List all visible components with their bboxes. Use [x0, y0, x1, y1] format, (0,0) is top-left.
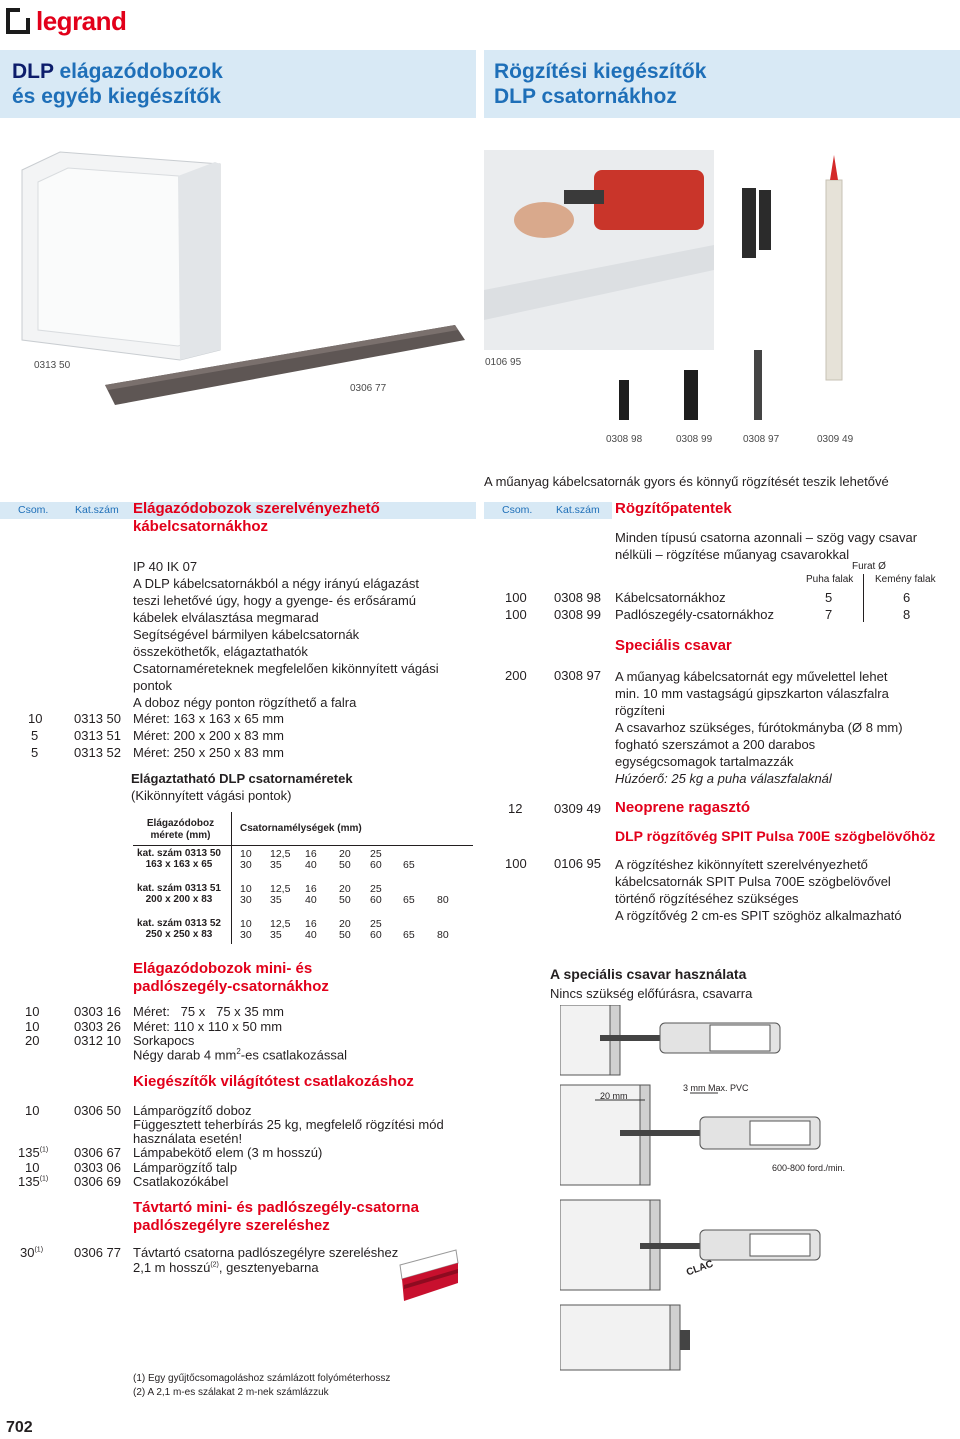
rsec5-title: A speciális csavar használata — [550, 966, 747, 982]
row-qty: 10 — [25, 1103, 40, 1118]
section4-title — [133, 1199, 473, 1235]
junction-box-image — [20, 150, 480, 410]
text-sup: (2) — [210, 1261, 219, 1269]
desc-line: rögzíteni — [615, 703, 665, 718]
dim-box-label: kat. szám 0313 51 — [137, 883, 221, 894]
dim-depth-cell: 16 — [305, 918, 317, 930]
row-cat: 0306 50 — [74, 1103, 121, 1118]
desc-line: A műanyag kábelcsatornát egy művelettel lehet — [615, 669, 888, 684]
desc-line: kábelcsatornák SPIT Pulsa 700E szögbelövővel — [615, 874, 891, 889]
row-qty: 10 — [25, 1160, 40, 1175]
row-cat: 0306 69 — [74, 1174, 121, 1189]
left-title-banner — [0, 50, 476, 118]
rsec3-title: Neoprene ragasztó — [615, 799, 751, 816]
row-cat: 0313 51 — [74, 728, 121, 743]
row-cat: 0303 06 — [74, 1160, 121, 1175]
logo-mark-icon — [6, 8, 30, 34]
desc-line: történő rögzítéséhez szükséges — [615, 891, 799, 906]
footnote-2: (2) A 2,1 m-es szálakat 2 m-nek számlázzuk — [133, 1387, 329, 1398]
row-text: Sorkapocs — [133, 1033, 195, 1048]
left-title-rest: elágazódobozok — [53, 60, 223, 83]
desc-line: A csavarhoz szükséges, fúrótokmányba (Ø 8 mm) — [615, 720, 903, 735]
row-qty: 5 — [31, 728, 39, 743]
dim-depth-cell: 35 — [270, 859, 282, 871]
label-rpm: 600-800 ford./min. — [772, 1163, 846, 1173]
row-qty: 5 — [31, 745, 39, 760]
row-text: Méret: 163 x 163 x 65 mm — [133, 711, 285, 726]
dim-depth-cell: 25 — [370, 848, 382, 860]
label-3mm: 3 mm Max. PVC — [683, 1083, 749, 1093]
fixing-caption-3: 0308 97 — [743, 434, 780, 445]
section1-title — [133, 500, 473, 536]
row-cat: 0303 16 — [74, 1004, 121, 1019]
ip-rating: IP 40 IK 07 — [133, 559, 198, 574]
furat-divider — [863, 574, 864, 622]
right-table-header — [484, 502, 612, 519]
section2-title — [133, 960, 473, 996]
dim-depth-cell: 60 — [370, 859, 382, 871]
desc-line: A rögzítéshez kikönnyített szerelvényezhető — [615, 857, 868, 872]
dim-depth-cell: 80 — [437, 894, 449, 906]
rsec2-title: Speciális csavar — [615, 637, 732, 654]
dim-depth-cell: 60 — [370, 929, 382, 941]
desc-line: összeköthetők, elágaztathatók — [133, 644, 308, 659]
section1-desc — [133, 558, 473, 711]
furat-label: Furat Ø — [852, 561, 886, 572]
row-qty: 10 — [25, 1004, 40, 1019]
dim-depth-cell: 65 — [403, 929, 415, 941]
row-text: Távtartó csatorna padlószegélyre szereléshez — [133, 1245, 399, 1260]
dim-depth-cell: 10 — [240, 848, 252, 860]
section4-title-line-2: padlószegélyre szereléshez — [133, 1217, 330, 1234]
row-soft: 5 — [825, 590, 833, 605]
row-text: Függesztett teherbírás 25 kg, megfelelő rögzítési mód — [133, 1117, 444, 1132]
note-part: -es csatlakozással — [240, 1047, 347, 1063]
row-cat: 0306 77 — [74, 1245, 121, 1260]
dim-depth-cell: 65 — [403, 859, 415, 871]
desc-line: Segítségével bármilyen kábelcsatornák — [133, 627, 360, 642]
rsec1-desc-1: Minden típusú csatorna azonnali – szög vagy csavar — [615, 530, 918, 545]
legrand-logo — [6, 6, 128, 36]
dim-depth-cell: 20 — [339, 848, 351, 860]
desc-line: A doboz négy ponton rögzíthető a falra — [133, 695, 357, 710]
text-part: 2,1 m hosszú — [133, 1260, 211, 1275]
note-sup: 2 — [236, 1047, 241, 1056]
fixing-caption-2: 0308 99 — [676, 434, 713, 445]
row-text: Lámparögzítő talp — [133, 1160, 238, 1175]
row-text: Lámparögzítő doboz — [133, 1103, 252, 1118]
dim-depth-cell: 30 — [240, 894, 252, 906]
desc-line: egységcsomagok tartalmazzák — [615, 754, 794, 769]
row-qty: 100 — [505, 856, 527, 871]
row-qty — [20, 1245, 43, 1260]
dim-depth-cell: 25 — [370, 883, 382, 895]
row-cat: 0313 50 — [74, 711, 121, 726]
row-cat: 0308 99 — [554, 607, 601, 622]
dim-box-label: kat. szám 0313 52 — [137, 918, 221, 929]
box-caption: 0313 50 — [34, 360, 71, 371]
dim-box-size: 163 x 163 x 65 — [145, 859, 213, 870]
desc-line: min. 10 mm vastagságú gipszkarton válaszfalra — [615, 686, 889, 701]
left-title-dlp: DLP — [12, 60, 54, 83]
note-part: Négy darab 4 mm — [133, 1047, 237, 1063]
footnote-1: (1) Egy gyűjtőcsomagoláshoz számlázott folyóméterhossz — [133, 1373, 391, 1384]
dim-depth-cell: 80 — [437, 929, 449, 941]
dim-table-rule — [133, 845, 473, 846]
desc-line: Húzóerő: 25 kg a puha válaszfalaknál — [615, 771, 832, 786]
dim-depth-cell: 50 — [339, 929, 351, 941]
dim-depth-cell: 12,5 — [270, 918, 291, 930]
dim-box-label: kat. szám 0313 50 — [137, 848, 221, 859]
row-cat: 0308 97 — [554, 668, 601, 683]
dim-depth-cell: 40 — [305, 859, 317, 871]
row-text: Méret: 250 x 250 x 83 mm — [133, 745, 285, 760]
qty-value: 30 — [20, 1245, 35, 1260]
left-title-line-2: és egyéb kiegészítők — [12, 85, 221, 108]
row-cat: 0313 52 — [74, 745, 121, 760]
section3-title: Kiegészítők világítótest csatlakozáshoz — [133, 1073, 414, 1090]
dim-depth-cell: 12,5 — [270, 848, 291, 860]
row-text-2 — [133, 1260, 319, 1275]
row-text: Padlószegély-csatornákhoz — [615, 607, 774, 622]
dim-depth-cell: 30 — [240, 859, 252, 871]
dim-depth-cell: 20 — [339, 918, 351, 930]
fixings-image — [484, 150, 954, 425]
desc-line: kábelek elválasztása megmarad — [133, 610, 319, 625]
gun-caption: 0106 95 — [485, 357, 522, 368]
rsec2-desc — [615, 668, 955, 787]
rsec1-title: Rögzítőpatentek — [615, 500, 732, 517]
desc-line: A DLP kábelcsatornákból a négy irányú elágazást — [133, 576, 419, 591]
rsec1-desc-2: nélküli – rögzítése műanyag csavarokkal — [615, 547, 850, 562]
row-text: használata esetén! — [133, 1131, 243, 1146]
right-intro: A műanyag kábelcsatornák gyors és könnyű rögzítését teszik lehetővé — [484, 474, 889, 489]
dim-box-size: 200 x 200 x 83 — [145, 894, 213, 905]
row-qty: 135$^{(1)}$ — [18, 1145, 49, 1160]
rsec5-sub: Nincs szükség előfúrásra, csavarra — [550, 986, 753, 1001]
right-title-line-1: Rögzítési kiegészítők — [494, 60, 707, 83]
fixing-caption-1: 0308 98 — [606, 434, 643, 445]
text-part: , gesztenyebarna — [218, 1260, 319, 1275]
desc-line: fogható szerszámot a 200 darabos — [615, 737, 816, 752]
row-qty: 100 — [505, 590, 527, 605]
section1-title-line-1: Elágazódobozok szerelvényezhető — [133, 500, 380, 517]
dim-depth-cell: 65 — [403, 894, 415, 906]
section4-title-line-1: Távtartó mini- és padlószegély-csatorna — [133, 1199, 419, 1216]
dim-depth-cell: 35 — [270, 929, 282, 941]
cat-header-right: Kat.szám — [556, 504, 600, 516]
dim-depth-cell: 10 — [240, 883, 252, 895]
dim-depth-cell: 16 — [305, 848, 317, 860]
row-hard: 6 — [903, 590, 911, 605]
dim-depth-cell: 12,5 — [270, 883, 291, 895]
label-20mm: 20 mm — [600, 1091, 628, 1101]
section2-title-line-2: padlószegély-csatornákhoz — [133, 978, 329, 995]
dlp-sizes-title: Elágaztatható DLP csatornaméretek — [131, 771, 353, 786]
screw-usage-diagram — [560, 1005, 860, 1375]
left-title-line-1 — [12, 59, 464, 84]
dlp-sizes-note: (Kikönnyített vágási pontok) — [131, 788, 292, 803]
connection-note — [133, 1047, 347, 1062]
right-title-banner — [484, 50, 960, 118]
cat-header: Kat.szám — [75, 504, 119, 516]
desc-line: teszi lehetővé úgy, hogy a gyenge- és erősáramú — [133, 593, 417, 608]
dim-header-box-1: Elágazódoboz — [146, 818, 215, 829]
dim-depth-cell: 40 — [305, 929, 317, 941]
row-cat: 0308 98 — [554, 590, 601, 605]
dim-depth-cell: 35 — [270, 894, 282, 906]
dim-depth-cell: 30 — [240, 929, 252, 941]
row-text: Kábelcsatornákhoz — [615, 590, 726, 605]
section2-title-line-1: Elágazódobozok mini- és — [133, 960, 313, 977]
row-qty: 20 — [25, 1033, 40, 1048]
qty-header-right: Csom. — [502, 504, 533, 516]
dim-header-depths: Csatornamélységek (mm) — [240, 823, 362, 834]
row-qty: 135$^{(1)}$ — [18, 1174, 49, 1189]
row-cat: 0106 95 — [554, 856, 601, 871]
row-hard: 8 — [903, 607, 911, 622]
row-text: Méret: 200 x 200 x 83 mm — [133, 728, 285, 743]
row-cat: 0312 10 — [74, 1033, 121, 1048]
desc-line: Csatornaméreteknek megfelelően kikönnyített vágási — [133, 661, 439, 676]
row-text: Méret: 75 x 75 x 35 mm — [133, 1004, 284, 1019]
dim-depth-cell: 16 — [305, 883, 317, 895]
row-cat: 0309 49 — [554, 801, 601, 816]
label-clac: CLAC — [684, 1258, 715, 1279]
dim-box-size: 250 x 250 x 83 — [145, 929, 213, 940]
row-text: Lámpabekötő elem (3 m hosszú) — [133, 1145, 323, 1160]
row-text: Csatlakozókábel — [133, 1174, 229, 1189]
dim-table-divider — [231, 812, 232, 944]
rsec4-desc — [615, 856, 955, 924]
right-title-line-2: DLP csatornákhoz — [494, 85, 677, 108]
puha-label: Puha falak — [806, 574, 854, 585]
qty-header: Csom. — [18, 504, 49, 516]
section1-title-line-2: kábelcsatornákhoz — [133, 518, 269, 535]
logo-text: legrand — [36, 6, 127, 36]
row-cat: 0303 26 — [74, 1019, 121, 1034]
row-cat: 0306 67 — [74, 1145, 121, 1160]
row-qty: 100 — [505, 607, 527, 622]
dim-depth-cell: 10 — [240, 918, 252, 930]
rsec4-title: DLP rögzítővég SPIT Pulsa 700E szögbelövőhöz — [615, 828, 936, 844]
desc-line: A rögzítővég 2 cm-es SPIT szöghöz alkalmazható — [615, 908, 902, 923]
row-qty: 10 — [25, 1019, 40, 1034]
kemeny-label: Kemény falak — [875, 574, 936, 585]
dim-depth-cell: 60 — [370, 894, 382, 906]
dim-depth-cell: 20 — [339, 883, 351, 895]
row-qty: 10 — [28, 711, 43, 726]
dim-depth-cell: 50 — [339, 894, 351, 906]
row-qty: 12 — [508, 801, 523, 816]
dim-depth-cell: 50 — [339, 859, 351, 871]
row-qty: 200 — [505, 668, 527, 683]
dim-header-box-2: mérete (mm) — [150, 830, 211, 841]
strip-caption: 0306 77 — [350, 383, 387, 394]
fixing-caption-4: 0309 49 — [817, 434, 854, 445]
spacer-strip-image — [398, 1245, 460, 1305]
row-text: Méret: 110 x 110 x 50 mm — [133, 1019, 283, 1034]
page-number: 702 — [6, 1419, 33, 1436]
qty-sup: (1) — [34, 1246, 44, 1254]
row-soft: 7 — [825, 607, 833, 622]
desc-line: pontok — [133, 678, 173, 693]
dim-depth-cell: 25 — [370, 918, 382, 930]
dim-header-box — [143, 818, 218, 842]
dim-depth-cell: 40 — [305, 894, 317, 906]
